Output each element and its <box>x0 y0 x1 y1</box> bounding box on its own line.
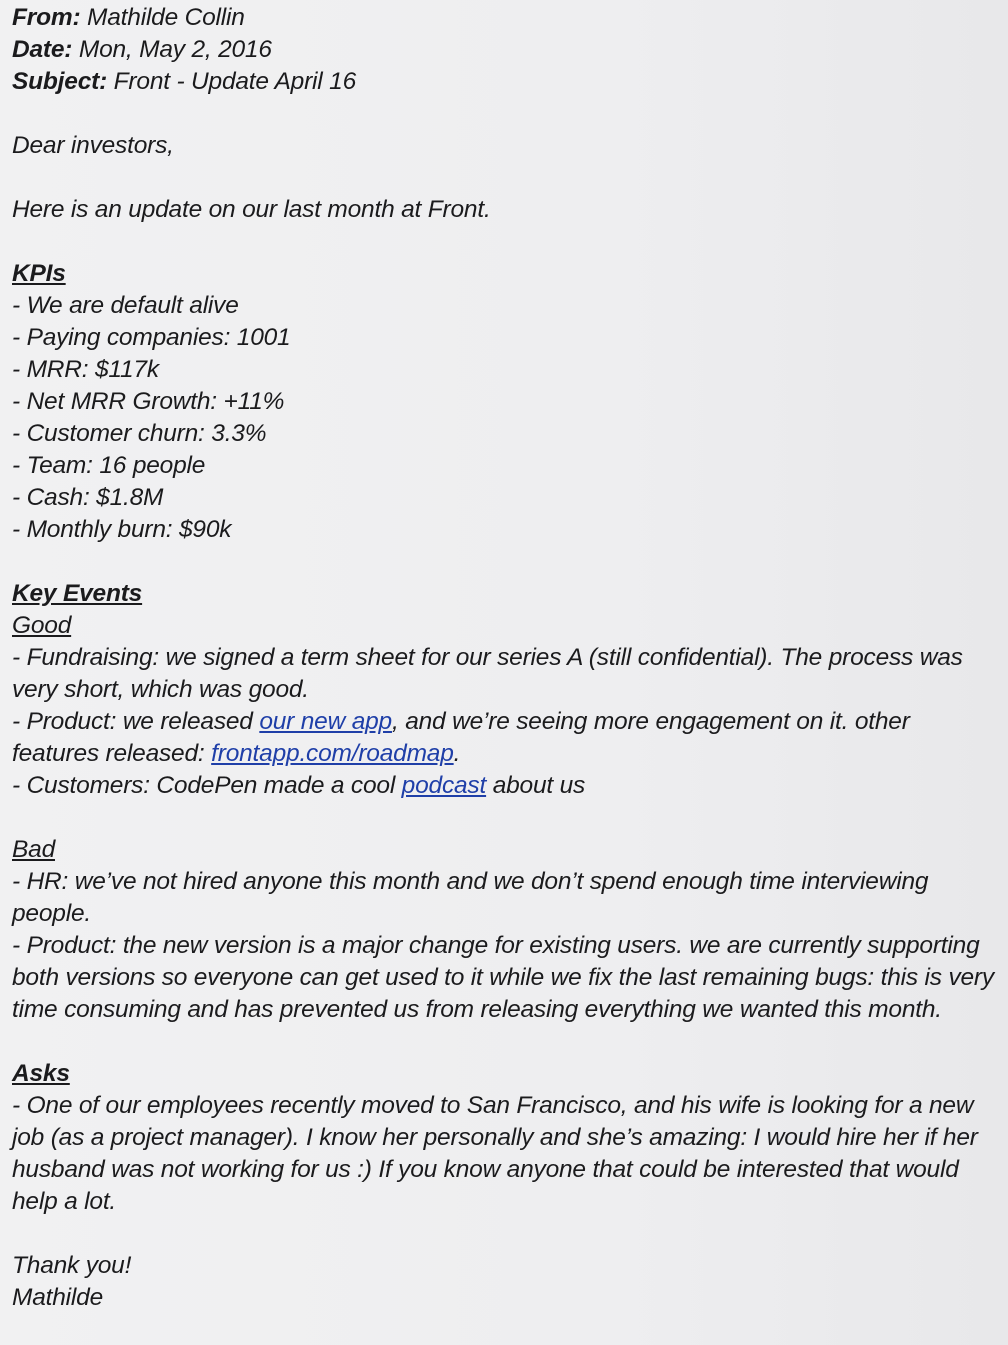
intro-text: Here is an update on our last month at Front. <box>12 196 491 223</box>
from-line <box>12 2 996 34</box>
roadmap-link[interactable]: frontapp.com/roadmap <box>211 740 454 767</box>
subject-label: Subject: <box>12 68 108 95</box>
key-events-title: Key Events <box>12 580 143 607</box>
date-label: Date: <box>12 36 73 63</box>
kpi-item: - MRR: $117k <box>12 356 159 383</box>
good-title: Good <box>12 612 72 639</box>
kpi-item: - We are default alive <box>12 292 239 319</box>
kpi-item: - Net MRR Growth: +11% <box>12 388 285 415</box>
thanks-text: Thank you! <box>12 1252 132 1279</box>
kpis-section <box>12 258 996 546</box>
subject-value: Front - Update April 16 <box>113 68 356 95</box>
hr-item: - HR: we’ve not hired anyone this month and we don’t spend enough time interviewing people. <box>12 868 929 927</box>
customers-item <box>12 770 996 802</box>
kpi-item: - Team: 16 people <box>12 452 206 479</box>
subject-line <box>12 66 996 98</box>
product-text-start: - Product: we released <box>12 708 260 735</box>
email-header <box>12 2 996 98</box>
customers-text-end: about us <box>486 772 586 799</box>
product-item <box>12 706 996 770</box>
kpi-item: - Monthly burn: $90k <box>12 516 232 543</box>
our-new-app-link[interactable]: our new app <box>259 708 392 735</box>
key-events-section <box>12 578 996 1026</box>
bad-title: Bad <box>12 836 55 863</box>
signature: Mathilde <box>12 1284 104 1311</box>
from-value: Mathilde Collin <box>87 4 245 31</box>
asks-section <box>12 1058 996 1218</box>
asks-text: - One of our employees recently moved to San Francisco, and his wife is looking for a new job (as a project manager). I know her personally and she’s amazing: I would hire her if her husband was not working for us :) If you know anyone that could be interested that would help a lot. <box>12 1092 978 1215</box>
date-line <box>12 34 996 66</box>
bad-product-item: - Product: the new version is a major change for existing users. we are currently supporting both versions so everyone can get used to it while we fix the last remaining bugs: this is very time consuming and has prevented us from releasing everything we wanted this month. <box>12 932 994 1023</box>
greeting: Dear investors, <box>12 132 174 159</box>
podcast-link[interactable]: podcast <box>401 772 487 799</box>
customers-text-start: - Customers: CodePen made a cool <box>12 772 402 799</box>
from-label: From: <box>12 4 81 31</box>
kpi-item: - Paying companies: 1001 <box>12 324 291 351</box>
product-text-mid: , and we’re seeing more engagement on it. other features released: <box>12 708 910 767</box>
date-value: Mon, May 2, 2016 <box>78 36 272 63</box>
kpi-item: - Customer churn: 3.3% <box>12 420 267 447</box>
asks-title: Asks <box>12 1060 70 1087</box>
fundraising-item: - Fundraising: we signed a term sheet for our series A (still confidential). The process was very short, which was good. <box>12 644 963 703</box>
product-text-end: . <box>453 740 461 767</box>
kpi-item: - Cash: $1.8M <box>12 484 164 511</box>
kpis-title: KPIs <box>12 260 66 287</box>
